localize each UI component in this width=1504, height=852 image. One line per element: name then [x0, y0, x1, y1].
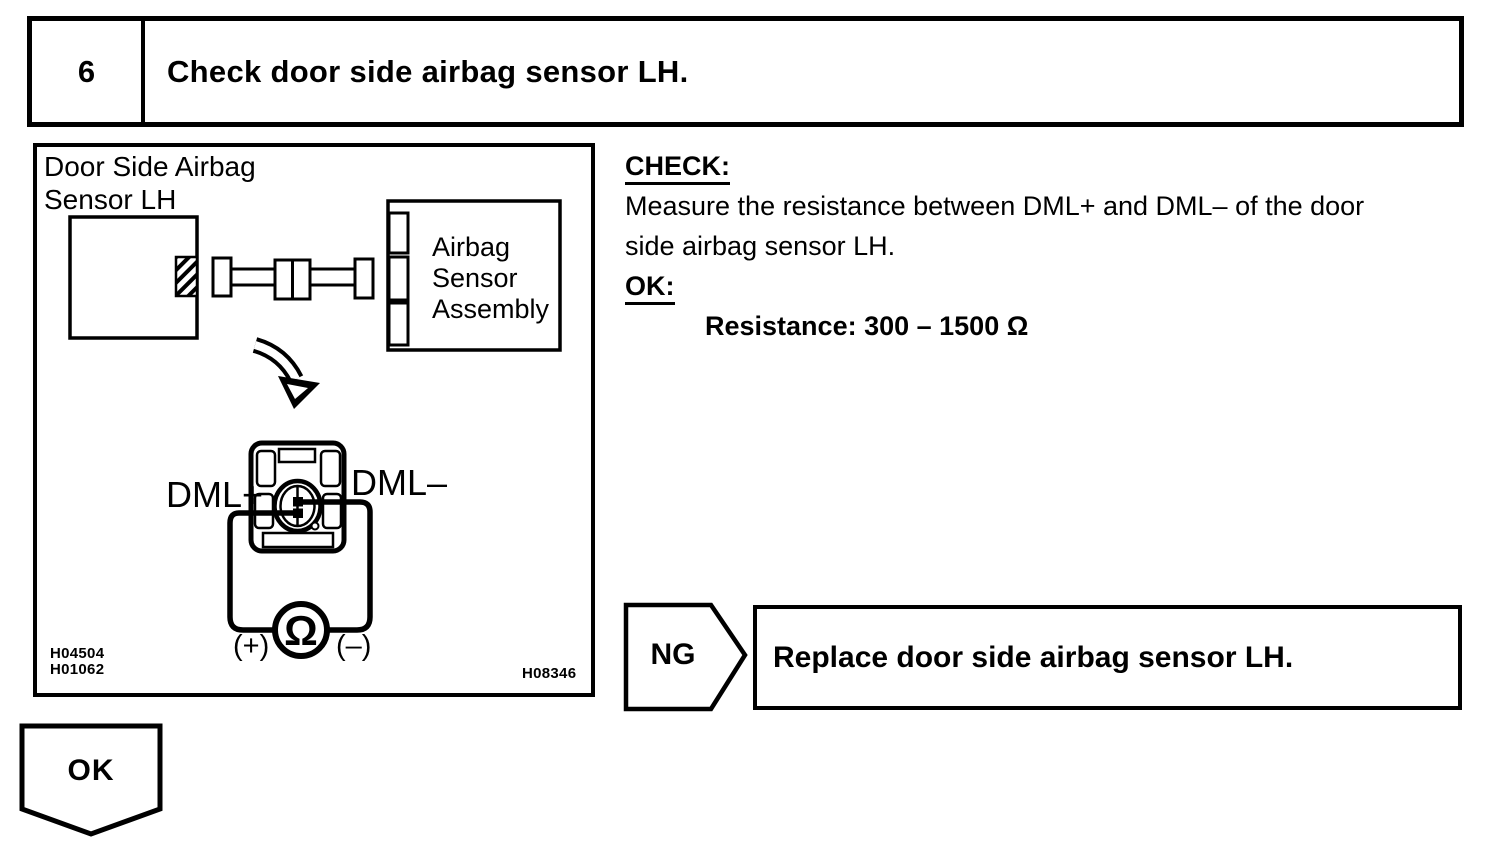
- label-probe-minus: (–): [336, 630, 372, 662]
- check-body-line2: side airbag sensor LH.: [625, 231, 896, 261]
- figure-title-line2: Sensor LH: [44, 184, 177, 215]
- figure-code-3: H08346: [522, 665, 577, 682]
- figure-inner: [33, 143, 595, 697]
- figure-code-1: H04504: [50, 645, 105, 662]
- check-body-line1: Measure the resistance between DML+ and DML– of the door: [625, 191, 1365, 221]
- sensor-connector-hatch: [176, 257, 197, 296]
- assembly-label-line1: Airbag: [432, 232, 511, 262]
- ng-action-box: [753, 605, 1462, 710]
- check-heading-text: CHECK:: [625, 151, 730, 185]
- ng-action-text: Replace door side airbag sensor LH.: [773, 640, 1294, 674]
- harness-shape: [213, 258, 373, 299]
- label-probe-plus: (+): [233, 630, 270, 662]
- ok-label: OK: [67, 754, 115, 787]
- step-title-cell: [145, 21, 1459, 122]
- step-header: [27, 16, 1464, 127]
- curved-arrow-icon: [255, 345, 320, 409]
- label-dml-plus: DML+: [166, 474, 264, 515]
- label-dml-minus: DML–: [351, 462, 448, 503]
- check-heading: [625, 146, 1495, 186]
- figure-code-2: H01062: [50, 661, 105, 678]
- ng-label: NG: [650, 638, 696, 671]
- step-number: [32, 21, 145, 122]
- assembly-label-line3: Assembly: [432, 294, 550, 324]
- figure-box: [33, 143, 595, 697]
- resistance-spec: Resistance: 300 – 1500 Ω: [705, 311, 1029, 341]
- check-instructions: [625, 146, 1495, 346]
- ok-heading: [625, 266, 1495, 306]
- assembly-label-line2: Sensor: [432, 263, 518, 293]
- step-title: Check door side airbag sensor LH.: [167, 53, 689, 89]
- ok-arrow: [18, 722, 164, 840]
- assembly-label: [432, 232, 549, 325]
- ok-heading-text: OK:: [625, 271, 675, 305]
- figure-title-line1: Door Side Airbag: [44, 151, 256, 182]
- step-number-text: 6: [77, 53, 96, 89]
- ng-arrow: [623, 602, 749, 712]
- ohm-symbol: Ω: [284, 607, 318, 654]
- terminal-dml-plus-pin: [293, 509, 303, 519]
- assembly-tabs-shape: [389, 213, 408, 345]
- terminal-dml-minus-pin: [293, 497, 303, 507]
- figure-title: [44, 150, 256, 216]
